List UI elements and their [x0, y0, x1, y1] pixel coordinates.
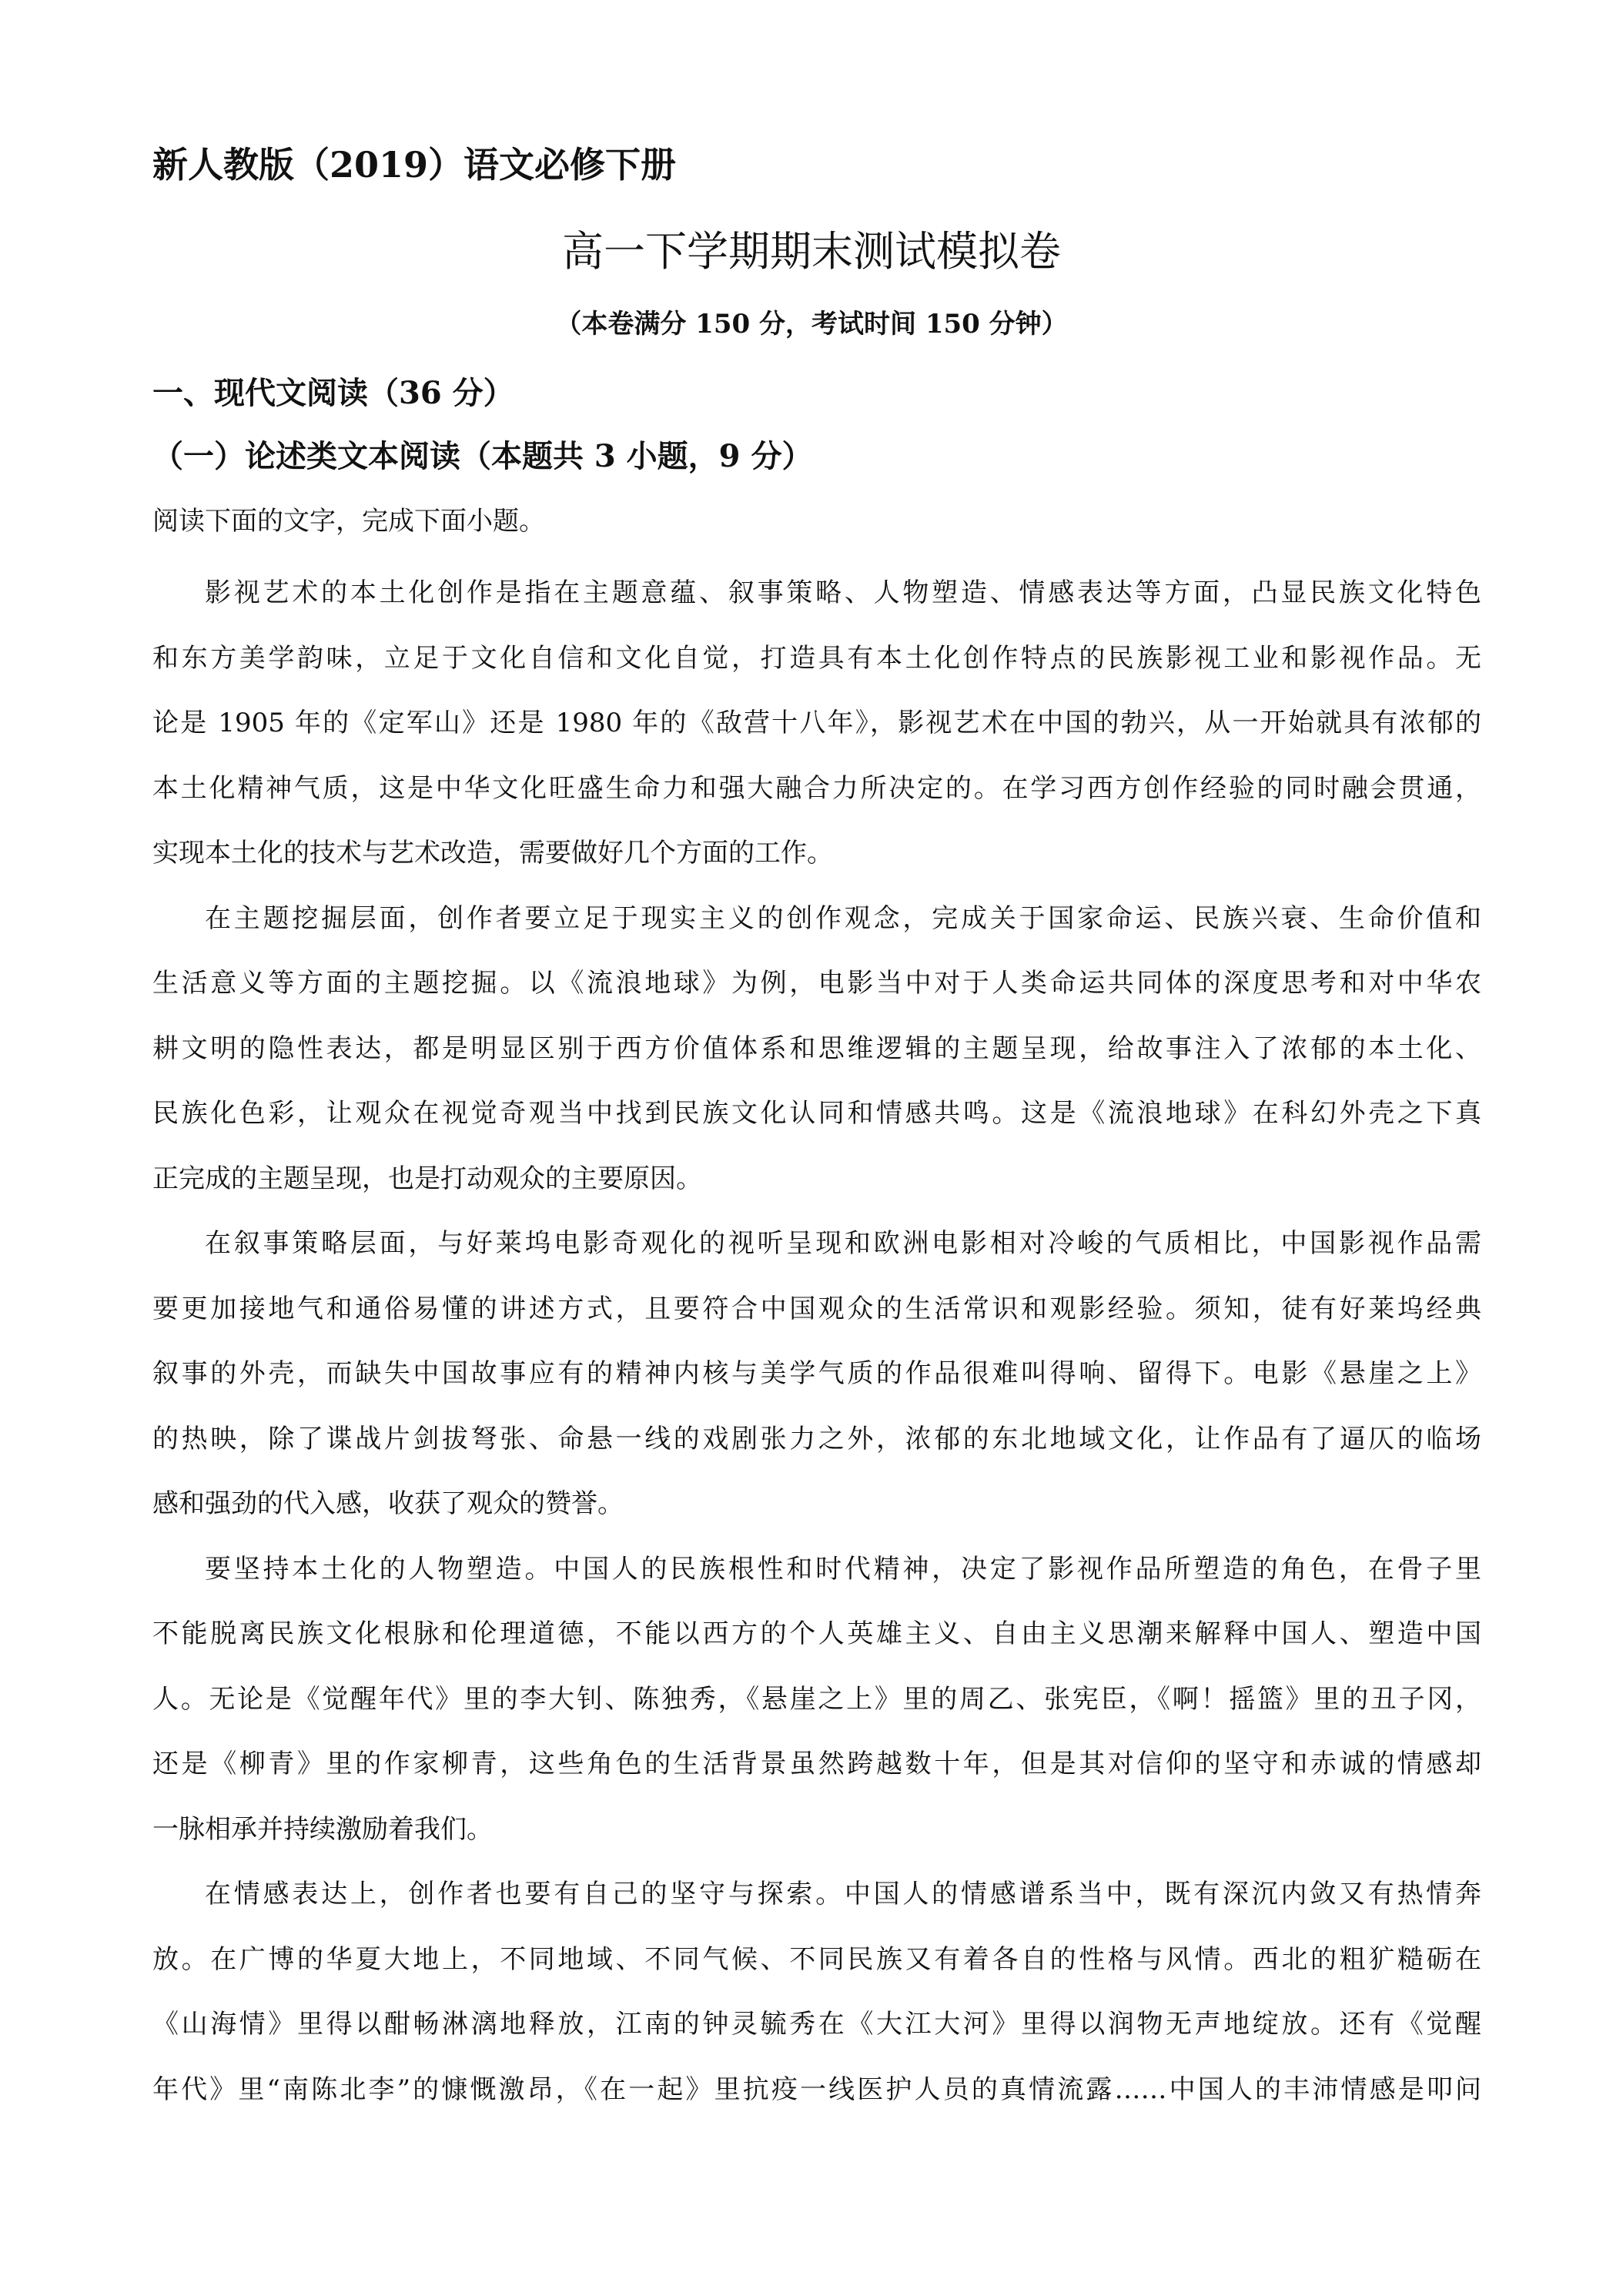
paragraph-line: 耕文明的隐性表达，都是明显区别于西方价值体系和思维逻辑的主题呈现，给故事注入了浓郁的本土化、: [152, 1033, 1481, 1064]
paragraph-line: 和东方美学韵味，立足于文化自信和文化自觉，打造具有本土化创作特点的民族影视工业和影视作品。无: [152, 642, 1481, 674]
paragraph-line: 生活意义等方面的主题挖掘。以《流浪地球》为例，电影当中对于人类命运共同体的深度思考和对中华农: [152, 968, 1481, 999]
paragraph-line: 要更加接地气和通俗易懂的讲述方式，且要符合中国观众的生活常识和观影经验。须知，徒有好莱坞经典: [152, 1293, 1481, 1324]
paragraph-line: 人。无论是《觉醒年代》里的李大钊、陈独秀，《悬崖之上》里的周乙、张宪臣，《啊！摇篮》里的丑子冈，: [152, 1683, 1481, 1715]
paragraph-line: 《山海情》里得以酣畅淋漓地释放，江南的钟灵毓秀在《大江大河》里得以润物无声地绽放。还有《觉醒: [152, 2009, 1481, 2040]
subsection-heading: （一）论述类文本阅读（本题共 3 小题，9 分）: [152, 438, 813, 474]
paragraph-line: 要坚持本土化的人物塑造。中国人的民族根性和时代精神，决定了影视作品所塑造的角色，在骨子里: [205, 1553, 1481, 1585]
paragraph-line: 实现本土化的技术与艺术改造，需要做好几个方面的工作。: [152, 838, 833, 869]
passage-paragraph: [152, 886, 1481, 1212]
paragraph-line: 不能脱离民族文化根脉和伦理道德，不能以西方的个人英雄主义、自由主义思潮来解释中国人、塑造中国: [152, 1618, 1481, 1649]
paragraph-line: 影视艺术的本土化创作是指在主题意蕴、叙事策略、人物塑造、情感表达等方面，凸显民族文化特色: [205, 577, 1481, 608]
paragraph-line: 放。在广博的华夏大地上，不同地域、不同气候、不同民族又有着各自的性格与风情。西北的粗犷糙砺在: [152, 1943, 1481, 1975]
paragraph-line: 论是 1905 年的《定军山》还是 1980 年的《敌营十八年》，影视艺术在中国的勃兴，从一开始就具有浓郁的: [152, 708, 1481, 738]
reading-instruction: 阅读下面的文字，完成下面小题。: [152, 506, 545, 537]
paragraph-line: 还是《柳青》里的作家柳青，这些角色的生活背景虽然跨越数十年，但是其对信仰的坚守和赤诚的情感却: [152, 1749, 1481, 1779]
paragraph-line: 正完成的主题呈现，也是打动观众的主要原因。: [152, 1163, 702, 1194]
exam-info: （本卷满分 150 分，考试时间 150 分钟）: [555, 309, 1068, 340]
section-heading: 一、现代文阅读（36 分）: [152, 375, 514, 411]
paragraph-line: 一脉相承并持续激励着我们。: [152, 1813, 493, 1845]
book-title: 新人教版（2019）语文必修下册: [152, 144, 677, 186]
exam-title: 高一下学期期末测试模拟卷: [562, 227, 1061, 276]
paragraph-line: 叙事的外壳，而缺失中国故事应有的精神内核与美学气质的作品很难叫得响、留得下。电影《悬崖之上》: [152, 1358, 1481, 1389]
paragraph-line: 在情感表达上，创作者也要有自己的坚守与探索。中国人的情感谱系当中，既有深沉内敛又有热情奔: [205, 1879, 1481, 1909]
paragraph-line: 感和强劲的代入感，收获了观众的赞誉。: [152, 1488, 624, 1519]
paragraph-line: 本土化精神气质，这是中华文化旺盛生命力和强大融合力所决定的。在学习西方创作经验的同时融会贯通，: [152, 772, 1481, 804]
passage-paragraph: [152, 1862, 1481, 2122]
passage-paragraph: [152, 561, 1481, 886]
passage-paragraph: [152, 1211, 1481, 1537]
passage-body: [152, 561, 1481, 2122]
paragraph-line: 民族化色彩，让观众在视觉奇观当中找到民族文化认同和情感共鸣。这是《流浪地球》在科幻外壳之下真: [152, 1098, 1481, 1129]
passage-paragraph: [152, 1537, 1481, 1863]
paragraph-line: 在叙事策略层面，与好莱坞电影奇观化的视听呈现和欧洲电影相对冷峻的气质相比，中国影视作品需: [205, 1228, 1481, 1259]
paragraph-line: 年代》里“南陈北李”的慷慨激昂，《在一起》里抗疫一线医护人员的真情流露……中国人的丰沛情感是叩问: [152, 2073, 1481, 2105]
paragraph-line: 的热映，除了谍战片剑拔弩张、命悬一线的戏剧张力之外，浓郁的东北地域文化，让作品有了逼仄的临场: [152, 1423, 1481, 1454]
paragraph-line: 在主题挖掘层面，创作者要立足于现实主义的创作观念，完成关于国家命运、民族兴衰、生命价值和: [205, 902, 1481, 934]
